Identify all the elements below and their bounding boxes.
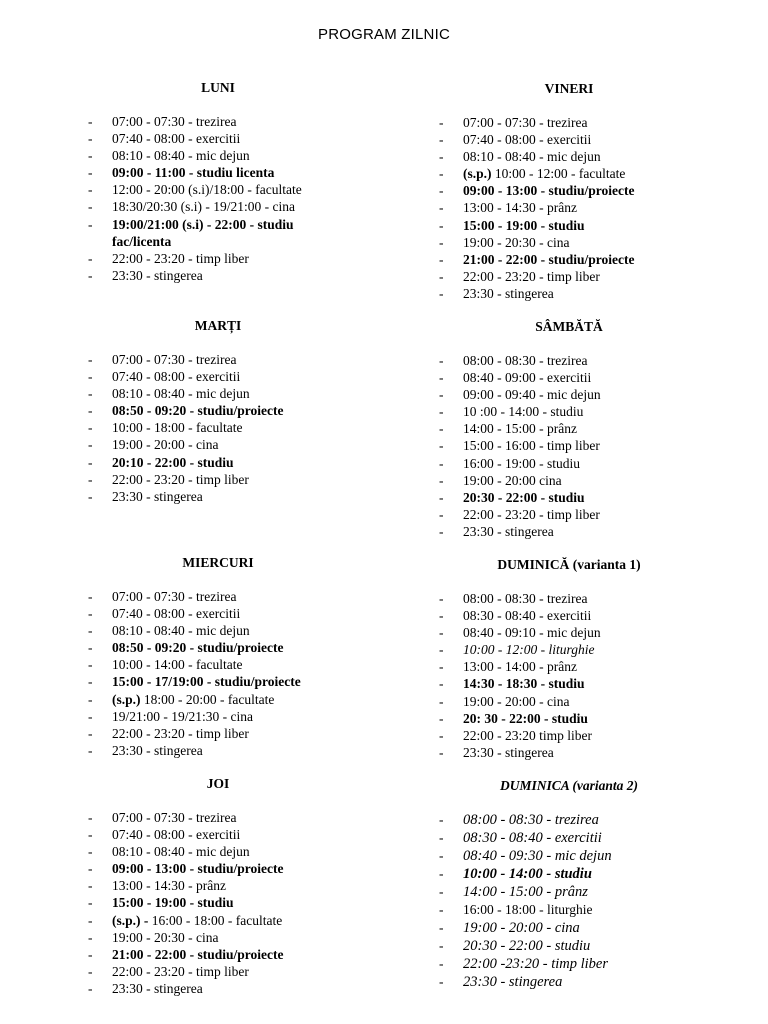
item-text: 21:00 - 22:00 - studiu/proiecte xyxy=(463,251,635,267)
bullet-dash: - xyxy=(88,878,93,894)
schedule-list xyxy=(88,809,348,997)
item-text: 16:00 - 19:00 - studiu xyxy=(463,455,580,471)
schedule-item xyxy=(439,403,699,420)
schedule-item xyxy=(439,131,699,148)
bullet-dash: - xyxy=(439,200,444,216)
schedule-item xyxy=(88,708,348,725)
item-text: 08:00 - 08:30 - trezirea xyxy=(463,591,588,606)
item-text: 19:00 - 20:00 - cina xyxy=(463,919,580,936)
bullet-dash: - xyxy=(439,489,444,505)
bullet-dash: - xyxy=(439,973,444,989)
bullet-dash: - xyxy=(439,234,444,250)
schedule-item xyxy=(88,673,348,690)
item-text: 15:00 - 16:00 - timp liber xyxy=(463,438,600,454)
bullet-dash: - xyxy=(88,980,93,996)
bullet-dash: - xyxy=(439,268,444,284)
schedule-item xyxy=(439,369,699,386)
schedule-item xyxy=(439,590,699,607)
item-text: 22:00 - 23:20 timp liber xyxy=(463,727,592,743)
bullet-dash: - xyxy=(439,370,444,386)
bullet-dash: - xyxy=(88,131,93,147)
item-text: 14:00 - 15:00 - prânz xyxy=(463,421,577,437)
schedule-item xyxy=(88,250,348,267)
item-text: 15:00 - 19:00 - studiu xyxy=(112,895,234,911)
bullet-dash: - xyxy=(88,165,93,181)
schedule-item xyxy=(439,506,699,523)
bullet-dash: - xyxy=(439,387,444,403)
schedule-item xyxy=(88,385,348,402)
day-heading: DUMINICA (varianta 2) xyxy=(499,778,639,793)
item-text: 19:00 - 20:00 - cina xyxy=(463,693,570,709)
day-heading: VINERI xyxy=(544,81,594,96)
schedule-item xyxy=(88,147,348,164)
bullet-dash: - xyxy=(439,132,444,148)
schedule-item xyxy=(439,865,699,883)
schedule-item xyxy=(88,419,348,436)
bullet-dash: - xyxy=(88,148,93,164)
item-text: 23:30 - stingerea xyxy=(463,285,554,301)
bullet-dash: - xyxy=(88,674,93,690)
schedule-item xyxy=(439,829,699,847)
schedule-item xyxy=(88,929,348,946)
day-heading: MARȚI xyxy=(194,318,242,333)
bullet-dash: - xyxy=(439,115,444,130)
bullet-dash: - xyxy=(439,727,444,743)
bullet-dash: - xyxy=(88,742,93,758)
item-text: 14:30 - 18:30 - studiu xyxy=(463,676,585,692)
schedule-item xyxy=(88,860,348,877)
schedule-item xyxy=(439,607,699,624)
bullet-dash: - xyxy=(88,606,93,622)
item-text: 08:40 - 09:10 - mic dejun xyxy=(463,625,601,641)
item-text: 07:40 - 08:00 - exercitii xyxy=(112,131,241,147)
schedule-item xyxy=(439,710,699,727)
item-text: 23:30 - stingerea xyxy=(112,742,203,758)
schedule-item xyxy=(88,198,348,215)
item-text: 13:00 - 14:00 - prânz xyxy=(463,659,577,675)
bullet-dash: - xyxy=(439,472,444,488)
item-text: 20:30 - 22:00 - studiu xyxy=(463,489,585,505)
schedule-list xyxy=(439,811,699,991)
bullet-dash: - xyxy=(439,438,444,454)
schedule-list xyxy=(439,352,699,540)
schedule-item xyxy=(439,148,699,165)
bullet-dash: - xyxy=(88,114,93,129)
schedule-item xyxy=(439,165,699,182)
item-text: 08:40 - 09:30 - mic dejun xyxy=(463,848,612,865)
bullet-dash: - xyxy=(439,251,444,267)
schedule-item xyxy=(439,901,699,918)
schedule-item xyxy=(439,420,699,437)
schedule-item xyxy=(439,352,699,369)
schedule-item xyxy=(88,351,348,368)
schedule-item xyxy=(439,744,699,761)
item-text: 10:00 - 12:00 - facultate xyxy=(494,166,626,182)
schedule-item xyxy=(88,980,348,997)
item-text: 07:00 - 07:30 - trezirea xyxy=(112,810,237,825)
item-text: 07:40 - 08:00 - exercitii xyxy=(112,369,241,385)
schedule-item xyxy=(88,725,348,742)
bullet-dash: - xyxy=(88,861,93,877)
bullet-dash: - xyxy=(439,848,444,864)
schedule-item xyxy=(88,113,348,130)
item-text: 21:00 - 22:00 - studiu/proiecte xyxy=(112,946,284,962)
bullet-dash: - xyxy=(88,352,93,367)
bullet-dash: - xyxy=(88,895,93,911)
item-text: 12:00 - 20:00 (s.i)/18:00 - facultate xyxy=(112,182,302,198)
item-text: 09:00 - 13:00 - studiu/proiecte xyxy=(463,183,635,199)
item-text: 09:00 - 13:00 - studiu/proiecte xyxy=(112,861,284,877)
item-text: 20:10 - 22:00 - studiu xyxy=(112,454,234,470)
item-text: 19:00/21:00 (s.i) - 22:00 - studiu fac/licenta xyxy=(112,216,294,249)
item-text: 22:00 - 23:20 - timp liber xyxy=(463,268,600,284)
schedule-item xyxy=(88,588,348,605)
item-text: 08:50 - 09:20 - studiu/proiecte xyxy=(112,640,284,656)
schedule-item xyxy=(88,877,348,894)
bullet-dash: - xyxy=(439,217,444,233)
schedule-item xyxy=(88,130,348,147)
schedule-item xyxy=(439,455,699,472)
bullet-dash: - xyxy=(88,386,93,402)
bullet-dash: - xyxy=(88,420,93,436)
bullet-dash: - xyxy=(439,919,444,935)
bullet-dash: - xyxy=(88,912,93,928)
bullet-dash: - xyxy=(439,642,444,658)
schedule-item xyxy=(88,164,348,181)
item-text: 08:00 - 08:30 - trezirea xyxy=(463,353,588,368)
item-text: 20: 30 - 22:00 - studiu xyxy=(463,710,588,726)
schedule-list xyxy=(88,113,348,284)
item-text: 19:00 - 20:00 - cina xyxy=(112,437,219,453)
item-text: 08:30 - 08:40 - exercitii xyxy=(463,830,602,847)
schedule-item xyxy=(88,181,348,198)
schedule-item xyxy=(88,622,348,639)
bullet-dash: - xyxy=(88,471,93,487)
item-text: 14:00 - 15:00 - prânz xyxy=(463,884,588,901)
bullet-dash: - xyxy=(439,659,444,675)
bullet-dash: - xyxy=(439,676,444,692)
item-text: 22:00 - 23:20 - timp liber xyxy=(112,471,249,487)
bullet-dash: - xyxy=(88,369,93,385)
bullet-dash: - xyxy=(88,437,93,453)
day-miercuri xyxy=(88,554,348,759)
item-text: 22:00 - 23:20 - timp liber xyxy=(463,506,600,522)
item-text: 07:40 - 08:00 - exercitii xyxy=(463,132,592,148)
day-vineri xyxy=(439,80,699,302)
schedule-item xyxy=(439,847,699,865)
day-marti xyxy=(88,317,348,505)
item-text: 07:00 - 07:30 - trezirea xyxy=(463,115,588,130)
bullet-dash: - xyxy=(88,267,93,283)
item-text: 10:00 - 18:00 - facultate xyxy=(112,420,243,436)
bullet-dash: - xyxy=(88,946,93,962)
schedule-item xyxy=(439,489,699,506)
item-text: 22:00 - 23:20 - timp liber xyxy=(112,963,249,979)
item-text: 10:00 - 12:00 - liturghie xyxy=(463,642,595,658)
schedule-item xyxy=(88,826,348,843)
day-sambata xyxy=(439,318,699,540)
bullet-dash: - xyxy=(88,929,93,945)
schedule-item xyxy=(88,894,348,911)
item-text: 07:00 - 07:30 - trezirea xyxy=(112,352,237,367)
schedule-item xyxy=(88,691,348,708)
item-text: 08:10 - 08:40 - mic dejun xyxy=(112,623,250,639)
schedule-item xyxy=(439,973,699,991)
schedule-item xyxy=(88,368,348,385)
schedule-item xyxy=(439,675,699,692)
bullet-dash: - xyxy=(88,454,93,470)
item-text: 09:00 - 09:40 - mic dejun xyxy=(463,387,601,403)
schedule-item xyxy=(439,182,699,199)
schedule-item xyxy=(439,693,699,710)
schedule-item xyxy=(88,267,348,284)
item-text: 23:30 - stingerea xyxy=(112,980,203,996)
item-text: 22:00 - 23:20 - timp liber xyxy=(112,725,249,741)
bullet-dash: - xyxy=(439,812,444,827)
item-text: 07:00 - 07:30 - trezirea xyxy=(112,114,237,129)
schedule-item xyxy=(88,843,348,860)
item-text: 18:30/20:30 (s.i) - 19/21:00 - cina xyxy=(112,199,295,215)
bullet-dash: - xyxy=(439,591,444,606)
schedule-item xyxy=(439,234,699,251)
bullet-dash: - xyxy=(88,640,93,656)
item-text: 18:00 - 20:00 - facultate xyxy=(143,691,275,707)
schedule-item xyxy=(439,268,699,285)
schedule-item xyxy=(88,402,348,419)
day-duminica-varianta-2 xyxy=(439,777,699,991)
bullet-dash: - xyxy=(439,285,444,301)
bullet-dash: - xyxy=(439,902,444,918)
item-text: 16:00 - 18:00 - liturghie xyxy=(463,902,593,918)
item-text: 07:40 - 08:00 - exercitii xyxy=(112,606,241,622)
item-text: 13:00 - 14:30 - prânz xyxy=(112,878,226,894)
bullet-dash: - xyxy=(88,589,93,604)
item-text: 10 :00 - 14:00 - studiu xyxy=(463,404,584,420)
item-text: 08:10 - 08:40 - mic dejun xyxy=(112,148,250,164)
item-text: 08:00 - 08:30 - trezirea xyxy=(463,812,599,828)
bullet-dash: - xyxy=(88,182,93,198)
item-text: 08:40 - 09:00 - exercitii xyxy=(463,370,592,386)
bullet-dash: - xyxy=(88,250,93,266)
item-text: 22:00 - 23:20 - timp liber xyxy=(112,250,249,266)
item-text: 19:00 - 20:30 - cina xyxy=(112,929,219,945)
bullet-dash: - xyxy=(88,844,93,860)
bullet-dash: - xyxy=(439,149,444,165)
item-text: 08:10 - 08:40 - mic dejun xyxy=(112,844,250,860)
schedule-item xyxy=(439,641,699,658)
schedule-item xyxy=(439,285,699,302)
day-heading: SÂMBĂTĂ xyxy=(535,319,603,334)
bullet-dash: - xyxy=(88,488,93,504)
bullet-dash: - xyxy=(439,625,444,641)
schedule-item xyxy=(439,199,699,216)
day-duminica-varianta-1 xyxy=(439,556,699,761)
bullet-dash: - xyxy=(88,403,93,419)
bullet-dash: - xyxy=(439,353,444,368)
item-text: 23:30 - stingerea xyxy=(112,488,203,504)
bullet-dash: - xyxy=(439,404,444,420)
day-heading: MIERCURI xyxy=(182,555,254,570)
item-text: 15:00 - 17/19:00 - studiu/proiecte xyxy=(112,674,301,690)
day-heading: JOI xyxy=(206,776,230,791)
schedule-item xyxy=(88,471,348,488)
bullet-dash: - xyxy=(88,827,93,843)
schedule-item xyxy=(88,216,348,250)
day-heading: DUMINICĂ (varianta 1) xyxy=(497,557,641,572)
item-text: 23:30 - stingerea xyxy=(463,523,554,539)
bullet-dash: - xyxy=(88,963,93,979)
schedule-item xyxy=(88,963,348,980)
schedule-item xyxy=(439,727,699,744)
schedule-item xyxy=(439,883,699,901)
day-luni xyxy=(88,79,348,284)
schedule-item xyxy=(439,472,699,489)
schedule-item xyxy=(88,946,348,963)
day-heading: LUNI xyxy=(201,80,235,95)
item-text: 23:30 - stingerea xyxy=(112,267,203,283)
bullet-dash: - xyxy=(88,691,93,707)
schedule-item xyxy=(88,656,348,673)
bullet-dash: - xyxy=(439,421,444,437)
bullet-dash: - xyxy=(88,216,93,232)
bullet-dash: - xyxy=(88,810,93,825)
item-prefix: (s.p.) xyxy=(463,166,492,182)
bullet-dash: - xyxy=(439,955,444,971)
schedule-list xyxy=(439,590,699,761)
schedule-item xyxy=(439,523,699,540)
schedule-list xyxy=(88,351,348,505)
bullet-dash: - xyxy=(439,608,444,624)
page-title: PROGRAM ZILNIC xyxy=(318,26,450,43)
schedule-item xyxy=(88,605,348,622)
item-text: 09:00 - 11:00 - studiu licenta xyxy=(112,165,275,181)
schedule-item xyxy=(88,639,348,656)
schedule-item xyxy=(439,811,699,829)
schedule-item xyxy=(88,742,348,759)
item-text: 10:00 - 14:00 - facultate xyxy=(112,657,243,673)
bullet-dash: - xyxy=(88,708,93,724)
schedule-item xyxy=(439,624,699,641)
schedule-list xyxy=(439,114,699,302)
bullet-dash: - xyxy=(439,183,444,199)
item-text: 08:10 - 08:40 - mic dejun xyxy=(112,386,250,402)
schedule-item xyxy=(88,454,348,471)
schedule-item xyxy=(439,251,699,268)
schedule-list xyxy=(88,588,348,759)
bullet-dash: - xyxy=(439,937,444,953)
item-text: 22:00 -23:20 - timp liber xyxy=(463,955,608,972)
schedule-item xyxy=(439,937,699,955)
bullet-dash: - xyxy=(439,866,444,882)
bullet-dash: - xyxy=(88,657,93,673)
schedule-item xyxy=(88,809,348,826)
item-text: 19/21:00 - 19/21:30 - cina xyxy=(112,708,253,724)
item-text: 23:30 - stingerea xyxy=(463,973,563,990)
bullet-dash: - xyxy=(88,725,93,741)
item-text: 13:00 - 14:30 - prânz xyxy=(463,200,577,216)
schedule-item xyxy=(439,955,699,973)
schedule-item xyxy=(439,658,699,675)
schedule-item xyxy=(439,114,699,131)
bullet-dash: - xyxy=(439,506,444,522)
item-text: 08:10 - 08:40 - mic dejun xyxy=(463,149,601,165)
item-text: 10:00 - 14:00 - studiu xyxy=(463,866,592,883)
item-text: 08:50 - 09:20 - studiu/proiecte xyxy=(112,403,284,419)
schedule-item xyxy=(88,912,348,929)
item-text: 08:30 - 08:40 - exercitii xyxy=(463,608,592,624)
bullet-dash: - xyxy=(88,199,93,215)
item-prefix: (s.p.) - xyxy=(112,912,149,928)
schedule-item xyxy=(88,488,348,505)
bullet-dash: - xyxy=(439,523,444,539)
bullet-dash: - xyxy=(439,455,444,471)
item-text: 16:00 - 18:00 - facultate xyxy=(151,912,283,928)
schedule-item xyxy=(88,436,348,453)
bullet-dash: - xyxy=(439,830,444,846)
bullet-dash: - xyxy=(88,623,93,639)
item-text: 07:40 - 08:00 - exercitii xyxy=(112,827,241,843)
schedule-item xyxy=(439,386,699,403)
item-text: 20:30 - 22:00 - studiu xyxy=(463,937,591,954)
item-text: 19:00 - 20:30 - cina xyxy=(463,234,570,250)
item-prefix: (s.p.) xyxy=(112,691,141,707)
bullet-dash: - xyxy=(439,884,444,900)
schedule-item xyxy=(439,919,699,937)
schedule-item xyxy=(439,437,699,454)
schedule-item xyxy=(439,217,699,234)
bullet-dash: - xyxy=(439,693,444,709)
item-text: 19:00 - 20:00 cina xyxy=(463,472,562,488)
bullet-dash: - xyxy=(439,166,444,182)
bullet-dash: - xyxy=(439,744,444,760)
item-text: 23:30 - stingerea xyxy=(463,744,554,760)
bullet-dash: - xyxy=(439,710,444,726)
item-text: 15:00 - 19:00 - studiu xyxy=(463,217,585,233)
item-text: 07:00 - 07:30 - trezirea xyxy=(112,589,237,604)
day-joi xyxy=(88,775,348,997)
